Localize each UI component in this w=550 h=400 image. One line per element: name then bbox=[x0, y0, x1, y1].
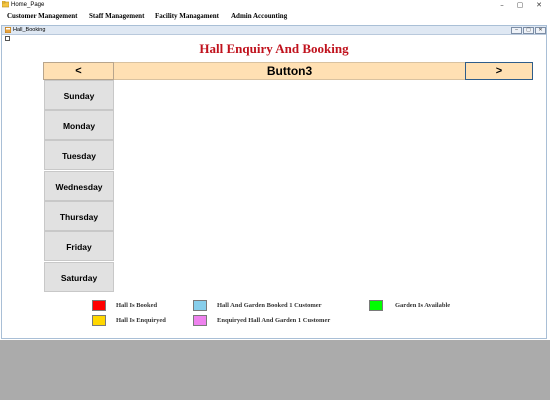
legend-label-hall-garden-booked: Hall And Garden Booked 1 Customer bbox=[217, 302, 322, 309]
legend-swatch-hall-garden-booked bbox=[193, 300, 207, 311]
day-friday[interactable]: Friday bbox=[44, 231, 114, 261]
close-icon[interactable]: ✕ bbox=[536, 1, 542, 9]
legend-label-hall-garden-enquired: Enquiryed Hall And Garden 1 Customer bbox=[217, 317, 331, 324]
day-monday[interactable]: Monday bbox=[44, 110, 114, 140]
legend-label-garden-available: Garden Is Available bbox=[395, 302, 451, 309]
day-sunday[interactable]: Sunday bbox=[44, 80, 114, 110]
minimize-icon[interactable]: – bbox=[500, 1, 504, 9]
month-title-button[interactable]: Button3 bbox=[266, 64, 313, 78]
hall-booking-window bbox=[1, 25, 547, 339]
page-title: Hall Enquiry And Booking bbox=[199, 41, 349, 56]
legend-label-enquired: Hall Is Enquiryed bbox=[116, 317, 166, 324]
day-thursday[interactable]: Thursday bbox=[44, 201, 114, 231]
previous-month-button[interactable]: < bbox=[43, 62, 114, 80]
menu-staff-management[interactable]: Staff Management bbox=[89, 12, 145, 20]
app-icon bbox=[2, 1, 9, 8]
child-maximize-icon[interactable]: ▢ bbox=[523, 27, 534, 34]
form-icon bbox=[5, 27, 11, 33]
window-title: Home_Page bbox=[11, 2, 45, 8]
child-titlebar bbox=[2, 26, 546, 35]
day-wednesday[interactable]: Wednesday bbox=[44, 171, 114, 201]
mdi-background bbox=[0, 340, 550, 400]
menu-customer-management[interactable]: Customer Management bbox=[7, 12, 78, 20]
legend-swatch-booked bbox=[92, 300, 106, 311]
maximize-icon[interactable]: ▢ bbox=[516, 1, 524, 9]
next-month-button[interactable]: > bbox=[465, 62, 533, 80]
child-minimize-icon[interactable]: – bbox=[511, 27, 522, 34]
legend-swatch-hall-garden-enquired bbox=[193, 315, 207, 326]
child-window-title: Hall_Booking bbox=[13, 27, 46, 33]
child-close-icon[interactable]: ✕ bbox=[535, 27, 546, 34]
legend-label-booked: Hall Is Booked bbox=[116, 302, 158, 309]
window-titlebar bbox=[0, 0, 550, 10]
menu-bar bbox=[0, 10, 550, 22]
legend-swatch-garden-available bbox=[369, 300, 383, 311]
menu-facility-management[interactable]: Facility Managament bbox=[155, 12, 219, 20]
day-tuesday[interactable]: Tuesday bbox=[44, 140, 114, 170]
day-saturday[interactable]: Saturday bbox=[44, 262, 114, 292]
menu-admin-accounting[interactable]: Admin Accounting bbox=[231, 12, 288, 20]
legend-swatch-enquired bbox=[92, 315, 106, 326]
